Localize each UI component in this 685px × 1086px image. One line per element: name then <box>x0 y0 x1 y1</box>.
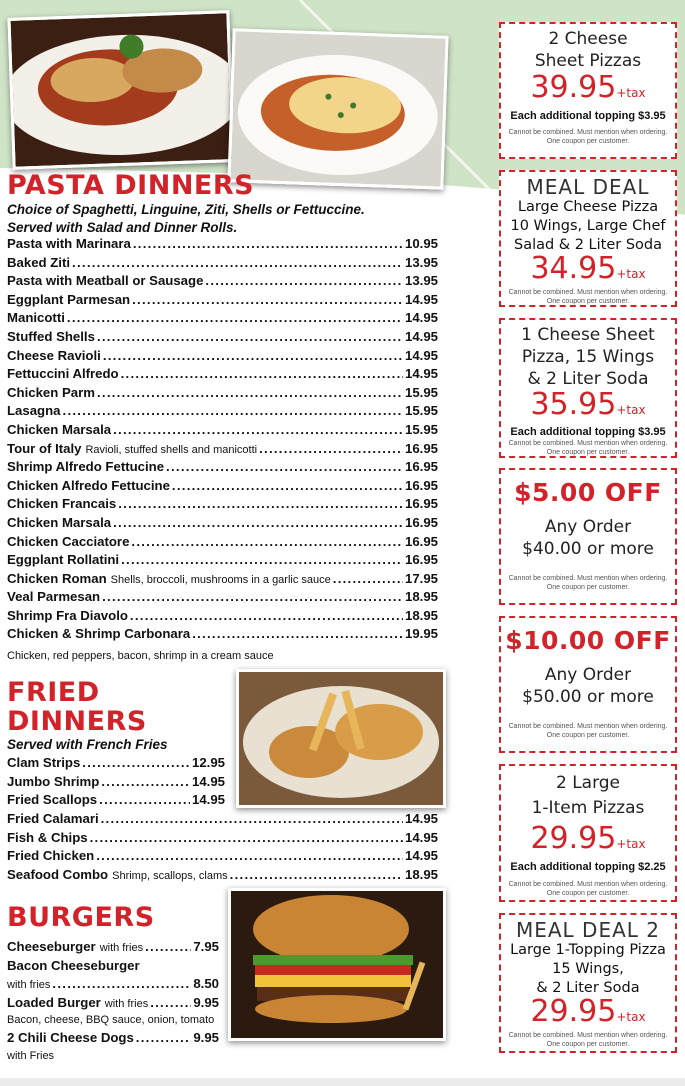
menu-item-cheeseburger: Cheeseburger with fries . . . 7.95 <box>7 939 219 958</box>
menu-item-bacon-cheeseburger: Bacon Cheeseburger <box>7 957 140 973</box>
menu-item: Lasagna . . . 15.95 <box>7 403 438 422</box>
chili-dogs-note: with Fries <box>7 1049 55 1062</box>
fried-dinners-title-1: FRIED <box>7 677 100 708</box>
pasta-subtitle-choice: Choice of Spaghetti, Linguine, Ziti, Shells or Fettuccine. <box>7 202 365 217</box>
chicken-parm-spaghetti-photo <box>227 28 448 189</box>
menu-item-loaded-burger: Loaded Burger with fries . . . 9.95 <box>7 995 219 1014</box>
menu-item: Fried Chicken . . . 14.95 <box>7 848 438 867</box>
burgers-menu-list <box>7 939 219 1063</box>
pasta-dinners-title: PASTA DINNERS <box>7 170 255 201</box>
fried-menu-list <box>7 811 438 885</box>
menu-item-chili-cheese-dogs: 2 Chili Cheese Dogs . . . 9.95 <box>7 1030 219 1049</box>
menu-item: Shrimp Fra Diavolo . . . 18.95 <box>7 608 438 627</box>
menu-item: Chicken Marsala . . . 15.95 <box>7 422 438 441</box>
menu-item-bacon-cheeseburger-price: with fries . . . 8.50 <box>7 976 219 995</box>
burger-photo <box>228 888 446 1041</box>
coupon-meal-deal: MEAL DEAL Large Cheese Pizza 10 Wings, Large Chef Salad & 2 Liter Soda 34.95+tax Cannot be combined. Must mention when ordering. One coupon per customer. <box>499 170 677 307</box>
menu-item: Pasta with Marinara . . . 10.95 <box>7 236 438 255</box>
coupon-sheet-pizza-wings-soda: 1 Cheese Sheet Pizza, 15 Wings & 2 Liter Soda 35.95+tax Each additional topping $3.95 Cannot be combined. Must mention when ordering. One coupon per customer. <box>499 318 677 458</box>
menu-item: Fettuccini Alfredo . . . 14.95 <box>7 366 438 385</box>
coupon-meal-deal-2: MEAL DEAL 2 Large 1-Topping Pizza 15 Wings, & 2 Liter Soda 29.95+tax Cannot be combined. Must mention when ordering. One coupon per customer. <box>499 913 677 1053</box>
menu-item: Shrimp Alfredo Fettucine . . . 16.95 <box>7 459 438 478</box>
menu-item: Fried Scallops . . . 14.95 <box>7 792 225 811</box>
coupon-5-off: $5.00 OFF Any Order $40.00 or more Cannot be combined. Must mention when ordering. One coupon per customer. <box>499 468 677 605</box>
menu-item: Veal Parmesan . . . 18.95 <box>7 589 438 608</box>
menu-item: Chicken Marsala . . . 16.95 <box>7 515 438 534</box>
page-bottom-bar <box>0 1078 685 1086</box>
menu-item: Chicken Roman Shells, broccoli, mushrooms in a garlic sauce . . . 17.95 <box>7 571 438 590</box>
fried-seafood-photo <box>236 669 446 808</box>
menu-item: Chicken Alfredo Fettucine . . . 16.95 <box>7 478 438 497</box>
chicken-parm-photo <box>7 10 234 170</box>
menu-item: Eggplant Parmesan . . . 14.95 <box>7 292 438 311</box>
menu-item: Chicken Francais . . . 16.95 <box>7 496 438 515</box>
menu-item: Chicken Cacciatore . . . 16.95 <box>7 534 438 553</box>
menu-item: Pasta with Meatball or Sausage . . . 13.95 <box>7 273 438 292</box>
fried-subtitle: Served with French Fries <box>7 737 168 752</box>
burgers-title: BURGERS <box>7 902 155 933</box>
menu-item: Jumbo Shrimp . . . 14.95 <box>7 774 225 793</box>
pasta-menu-list <box>7 236 438 645</box>
menu-item: Clam Strips . . . 12.95 <box>7 755 225 774</box>
menu-item: Cheese Ravioli . . . 14.95 <box>7 348 438 367</box>
menu-item: Fried Calamari . . . 14.95 <box>7 811 438 830</box>
menu-item: Tour of Italy Ravioli, stuffed shells and manicotti . . . 16.95 <box>7 441 438 460</box>
coupon-10-off: $10.00 OFF Any Order $50.00 or more Cannot be combined. Must mention when ordering. One coupon per customer. <box>499 616 677 753</box>
menu-item: Chicken Parm . . . 15.95 <box>7 385 438 404</box>
menu-item: Eggplant Rollatini . . . 16.95 <box>7 552 438 571</box>
menu-item: Baked Ziti . . . 13.95 <box>7 255 438 274</box>
carbonara-note: Chicken, red peppers, bacon, shrimp in a cream sauce <box>7 650 274 662</box>
fried-dinners-title-2: DINNERS <box>7 706 147 737</box>
fried-short-list <box>7 755 225 811</box>
menu-item: Chicken & Shrimp Carbonara . . . 19.95 <box>7 626 438 645</box>
menu-item: Fish & Chips . . . 14.95 <box>7 830 438 849</box>
menu-item: Seafood Combo Shrimp, scallops, clams . . . 18.95 <box>7 867 438 886</box>
coupon-2-cheese-sheet-pizzas: 2 Cheese Sheet Pizzas 39.95+tax Each additional topping $3.95 Cannot be combined. Must mention when ordering. One coupon per customer. <box>499 22 677 159</box>
loaded-burger-note: Bacon, cheese, BBQ sauce, onion, tomato <box>7 1014 215 1027</box>
coupon-2-large-pizzas: 2 Large 1-Item Pizzas 29.95+tax Each additional topping $2.25 Cannot be combined. Must mention when ordering. One coupon per customer. <box>499 764 677 902</box>
menu-item: Manicotti . . . 14.95 <box>7 310 438 329</box>
pasta-subtitle-served: Served with Salad and Dinner Rolls. <box>7 220 238 235</box>
menu-item: Stuffed Shells . . . 14.95 <box>7 329 438 348</box>
